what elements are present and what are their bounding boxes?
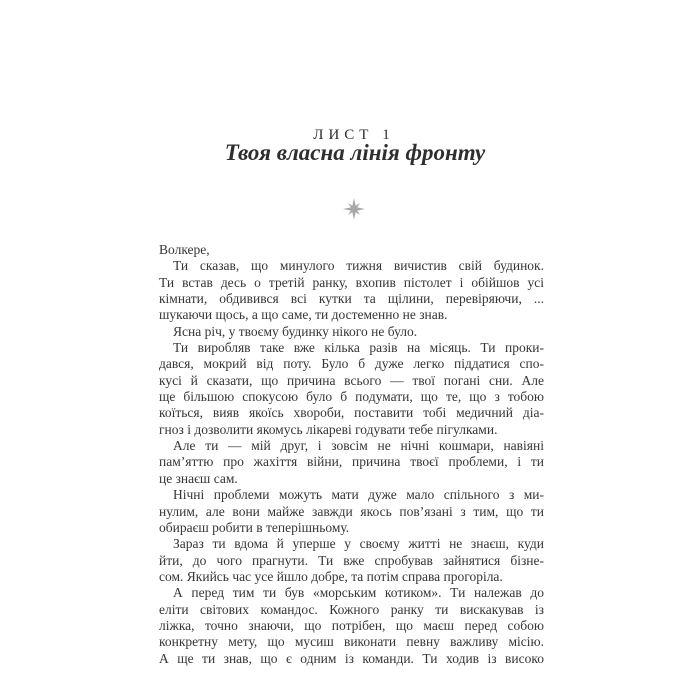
- text-line: це знаєш сам.: [159, 470, 238, 486]
- text-line: Ти виробляв таке вже кілька разів на місяць. Ти проки-: [173, 340, 544, 356]
- text-line: кімнати, обдивився всі кутки та щілини, перевіряючи, ...: [159, 291, 544, 307]
- text-line: коїться, вияв якоїсь хвороби, поставити тобі медичний діа-: [159, 405, 544, 421]
- text-line: А ще ти знав, що є одним із команди. Ти ходив із високо: [159, 650, 544, 666]
- text-line: сом. Якийсь час усе йшло добре, та потім справа прогоріла.: [159, 568, 503, 584]
- text-line: конкретну мету, що мусиш виконати певну важливу місію.: [159, 634, 544, 650]
- text-line: Нічні проблеми можуть мати дуже мало спільного з ми-: [173, 487, 544, 503]
- text-line: кусі й сказати, що причина всього — твої погані сни. Але: [159, 372, 544, 388]
- text-line: еліти світових командос. Кожного ранку ти вискакував із: [159, 601, 544, 617]
- star-ornament-icon: [343, 198, 365, 220]
- text-line: Ясна річ, у твоєму будинку нікого не було.: [173, 323, 418, 339]
- text-line: шукаючи щось, а що саме, ти достеменно не знав.: [159, 307, 448, 323]
- paragraph: [159, 536, 544, 585]
- text-line: Ти встав десь о третій ранку, вхопив пістолет і обійшов усі: [159, 274, 544, 290]
- paragraph: [159, 258, 544, 323]
- text-line: дався, мокрий від поту. Було б дуже легко піддатися спо-: [159, 356, 544, 372]
- paragraph: [159, 438, 544, 487]
- text-line: Волкере,: [159, 242, 210, 257]
- paragraph: [159, 324, 544, 340]
- text-line: ліжка, точно знаючи, що потрібен, що маєш перед собою: [159, 617, 544, 633]
- text-line: нулим, але вони майже завжди якось пов’язані з тим, що ти: [159, 503, 544, 519]
- chapter-title: Твоя власна лінія фронту: [224, 140, 486, 165]
- text-line: пам’яттю про жахіття війни, причина твоєї проблеми, і ти: [159, 454, 544, 470]
- page-text-block: [159, 242, 544, 667]
- text-line: Зараз ти вдома й уперше у своєму житті не знаєш, куди: [173, 536, 544, 552]
- text-line: Ти сказав, що минулого тижня вичистив свій будинок.: [173, 258, 544, 274]
- paragraph: [159, 585, 544, 667]
- text-line: обираєш робити в теперішньому.: [159, 519, 350, 535]
- text-line: Але ти — мій друг, і зовсім не нічні кошмари, навіяні: [173, 438, 544, 454]
- paragraph: [159, 340, 544, 438]
- chapter-label: ЛИСТ 1: [313, 127, 395, 143]
- text-line: гноз і дозволити якомусь лікареві годувати тебе пігулками.: [159, 421, 498, 437]
- text-line: ще більшою спокусою було б подумати, що те, що з тобою: [159, 389, 544, 405]
- paragraph: [159, 242, 544, 258]
- paragraph: [159, 487, 544, 536]
- text-line: А перед тим ти був «морським котиком». Ти належав до: [173, 585, 544, 601]
- text-line: йти, до чого прагнути. Ти вже спробував зайнятися бізне-: [159, 552, 544, 568]
